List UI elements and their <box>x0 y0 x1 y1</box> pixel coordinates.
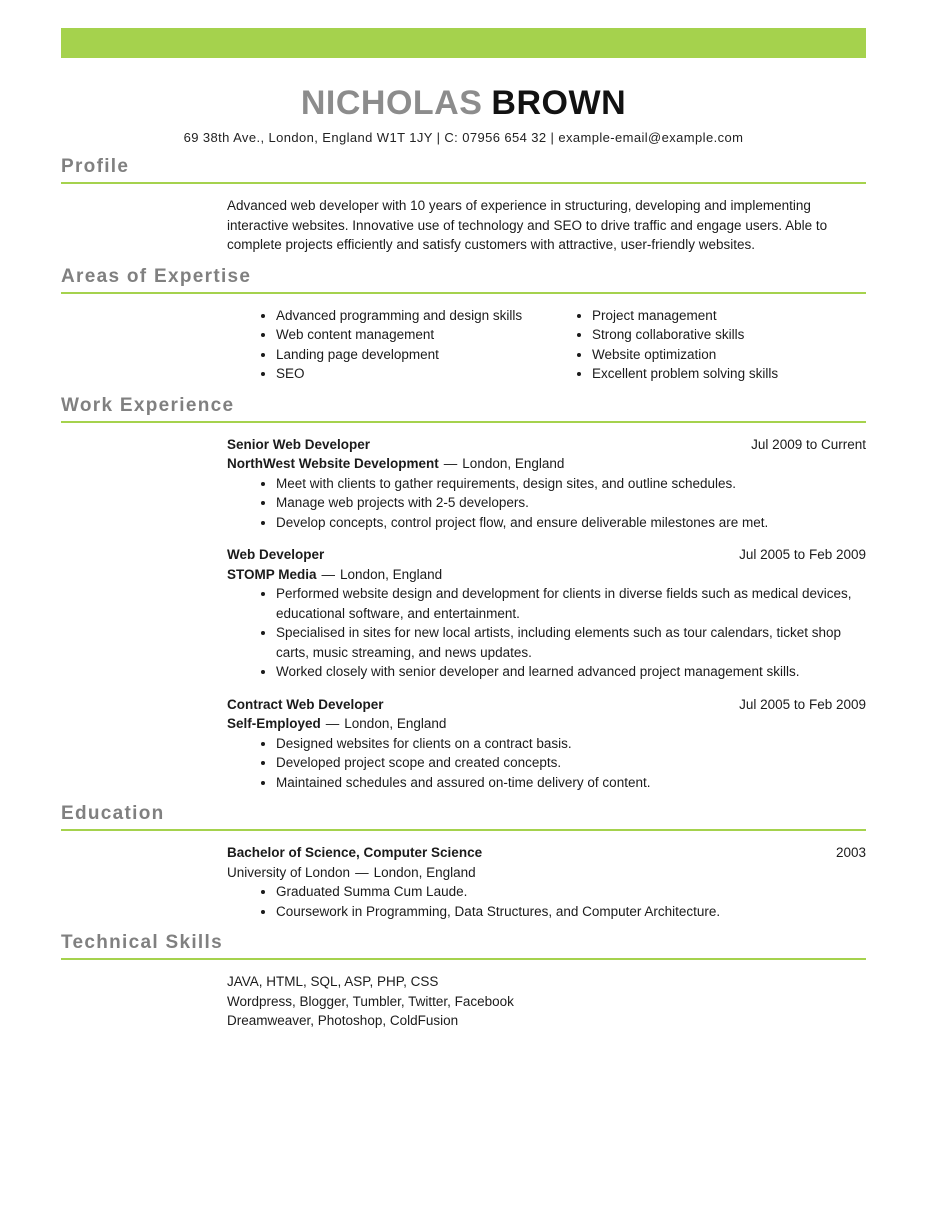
job-bullet: • Specialised in sites for new local artists, including elements such as tour calendars, ticket shop carts, music streaming, and news updates. <box>276 623 866 662</box>
job-location: London, England <box>344 716 447 731</box>
work-content <box>61 435 866 793</box>
skills-lines <box>227 972 866 1031</box>
job-bullet-list <box>227 584 866 682</box>
job-location: London, England <box>340 566 443 582</box>
education-content <box>61 843 866 921</box>
job-entry <box>227 695 866 793</box>
skills-content <box>61 972 866 1031</box>
education-bullet: • Coursework in Programming, Data Structures, and Computer Architecture. <box>276 902 866 922</box>
expertise-item: • Project management <box>592 306 866 326</box>
work-heading: Work Experience <box>61 384 866 423</box>
education-bullet: • Graduated Summa Cum Laude. <box>276 882 866 902</box>
school-location: London, England <box>373 864 476 880</box>
skills-line: JAVA, HTML, SQL, ASP, PHP, CSS <box>227 974 439 989</box>
expertise-list-right <box>572 306 866 384</box>
resume-header <box>0 84 927 145</box>
job-company-row <box>227 565 866 585</box>
expertise-list-left <box>227 306 572 384</box>
job-dates: Jul 2009 to Current <box>751 436 866 452</box>
job-title-row <box>227 695 866 715</box>
expertise-columns <box>61 306 866 384</box>
skills-line: Dreamweaver, Photoshop, ColdFusion <box>227 1013 459 1028</box>
job-bullet: • Worked closely with senior developer and learned advanced project management skills. <box>276 662 866 682</box>
job-bullet: • Developed project scope and created concepts. <box>276 753 866 773</box>
expertise-item: • Strong collaborative skills <box>592 325 866 345</box>
job-location: London, England <box>462 456 565 471</box>
job-dates: Jul 2005 to Feb 2009 <box>739 547 866 562</box>
skills-line: Wordpress, Blogger, Tumbler, Twitter, Facebook <box>227 993 514 1009</box>
profile-text: Advanced web developer with 10 years of experience in structuring, developing and implementing interactive websites. Innovative use of technology and SEO to drive traffic and engage users. Able to complete projects efficiently and satisfy customers with attractive, user-friendly websites. <box>227 198 828 252</box>
expertise-item: • Landing page development <box>276 345 572 365</box>
profile-content <box>61 196 866 255</box>
job-title: Contract Web Developer <box>227 696 384 712</box>
resume-page <box>0 28 927 1228</box>
dash-separator: — <box>321 566 336 582</box>
section-technical-skills <box>61 921 866 1031</box>
skills-heading: Technical Skills <box>61 921 866 960</box>
job-company: Self-Employed <box>227 716 321 731</box>
person-name <box>0 84 927 122</box>
section-work-experience <box>61 384 866 793</box>
job-bullet: • Manage web projects with 2-5 developers. <box>276 493 866 513</box>
job-title-row <box>227 435 866 455</box>
profile-heading: Profile <box>61 145 866 184</box>
job-bullet: • Meet with clients to gather requirements, design sites, and outline schedules. <box>276 474 866 494</box>
expertise-item: • Excellent problem solving skills <box>592 364 866 384</box>
job-company: STOMP Media <box>227 566 317 582</box>
graduation-year: 2003 <box>835 845 866 860</box>
last-name: BROWN <box>491 84 627 122</box>
degree-title: Bachelor of Science, Computer Science <box>227 845 483 860</box>
job-bullet: • Develop concepts, control project flow, and ensure deliverable milestones are met. <box>276 513 866 533</box>
section-expertise <box>61 255 866 384</box>
job-entry <box>227 545 866 682</box>
section-profile <box>61 145 866 255</box>
degree-row <box>227 843 866 863</box>
school-name: University of London <box>227 864 351 880</box>
job-company: NorthWest Website Development <box>227 456 439 471</box>
school-row <box>227 863 866 883</box>
job-bullet: • Designed websites for clients on a contract basis. <box>276 734 866 754</box>
job-dates: Jul 2005 to Feb 2009 <box>739 696 866 712</box>
dash-separator: — <box>325 716 340 731</box>
job-title: Senior Web Developer <box>227 436 371 452</box>
job-company-row <box>227 454 866 474</box>
expertise-item: • SEO <box>276 364 572 384</box>
job-bullet-list <box>227 734 866 793</box>
expertise-item: • Web content management <box>276 325 572 345</box>
dash-separator: — <box>355 864 369 880</box>
job-title: Web Developer <box>227 547 325 562</box>
expertise-item: • Website optimization <box>592 345 866 365</box>
education-bullet-list <box>227 882 866 921</box>
accent-bar <box>61 28 866 58</box>
section-education <box>61 792 866 921</box>
job-bullet: • Maintained schedules and assured on-time delivery of content. <box>276 773 866 793</box>
job-bullet-list <box>227 474 866 533</box>
contact-line: 69 38th Ave., London, England W1T 1JY | C: 07956 654 32 | example-email@example.com <box>183 130 744 145</box>
education-heading: Education <box>61 792 866 831</box>
job-bullet: • Performed website design and development for clients in diverse fields such as medical devices, educational software, and entertainment. <box>276 584 866 623</box>
first-name: NICHOLAS <box>300 84 483 122</box>
expertise-heading: Areas of Expertise <box>61 255 866 294</box>
job-company-row <box>227 714 866 734</box>
job-title-row <box>227 545 866 565</box>
job-entry <box>227 435 866 533</box>
dash-separator: — <box>443 456 458 471</box>
expertise-item: • Advanced programming and design skills <box>276 306 572 326</box>
education-entry <box>227 843 866 921</box>
